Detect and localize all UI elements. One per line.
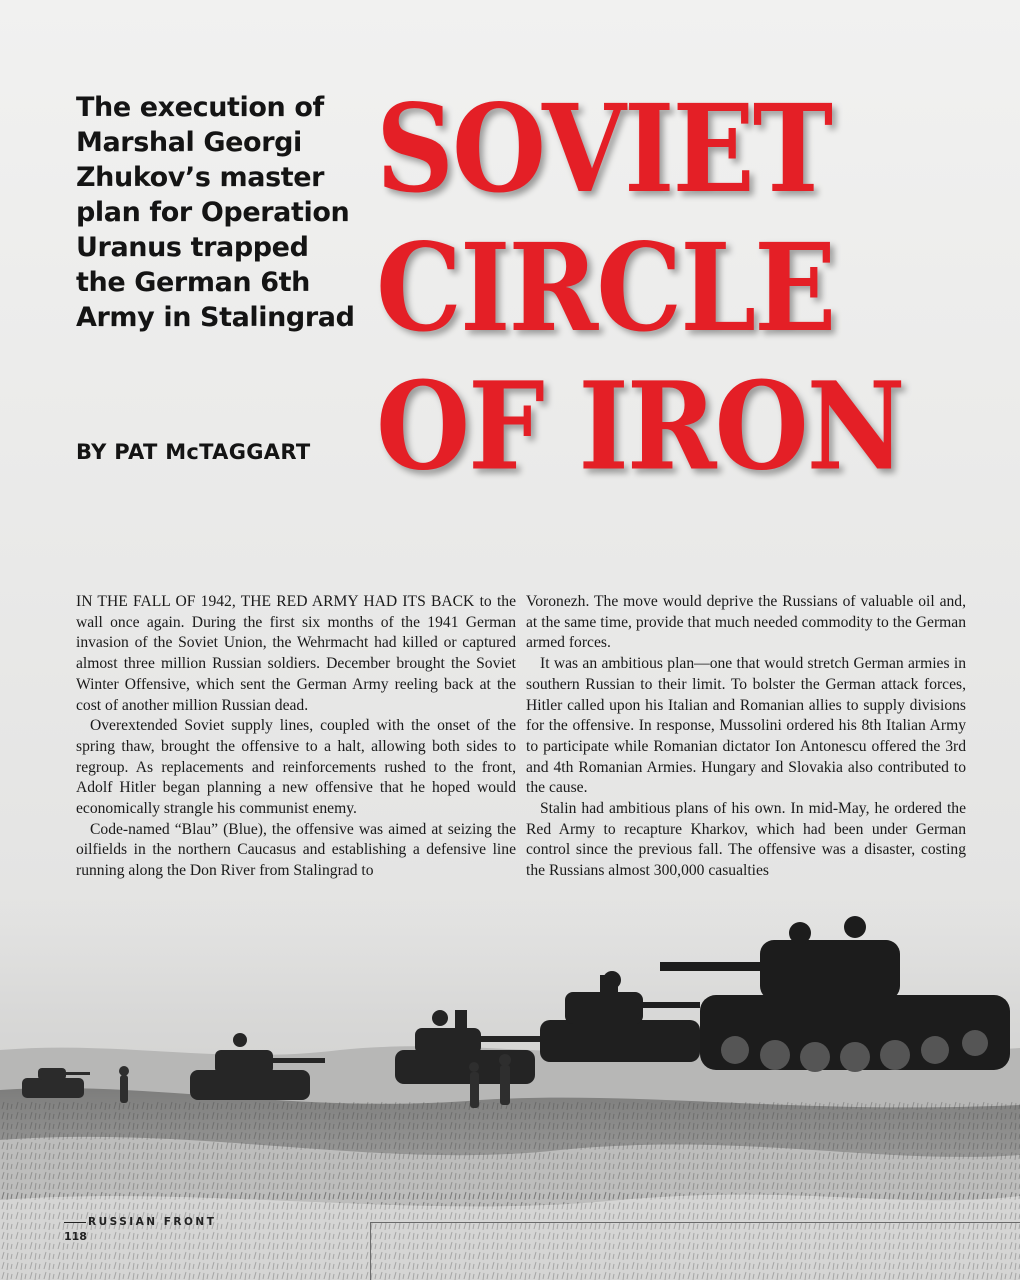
section-label: RUSSIAN FRONT — [88, 1216, 217, 1228]
deck-line: Army in Stalingrad — [76, 302, 355, 333]
deck-line: Marshal Georgi — [76, 127, 302, 158]
body-paragraph: Code-named “Blau” (Blue), the offensive was aimed at seizing the oilfields in the northern Caucasus and establishing a defensive line running along the Don River from Stalingrad to — [76, 820, 516, 880]
article-title — [376, 80, 976, 497]
body-paragraph: Overextended Soviet supply lines, coupled with the onset of the spring thaw, brought the offensive to a halt, allowing both sides to regroup. As replacements and reinforcements rushed to the front, Adolf Hitler began planning a new offensive that he hoped would economically strangle his communist enemy. — [76, 717, 516, 818]
deck-line: The execution of — [76, 92, 324, 123]
byline: BY PAT McTAGGART — [76, 440, 311, 464]
body-paragraph: It was an ambitious plan—one that would stretch German armies in southern Russian to their limit. To bolster the German attack forces, Hitler called upon his Italian and Romanian allies to supply divisions for the offensive. In response, Mussolini ordered his 8th Italian Army to participate while Romanian dictator Ion Antonescu offered the 3rd and 4th Romanian Armies. Hungary and Slovakia also contributed to the cause. — [526, 655, 966, 797]
deck-line: Zhukov’s master — [76, 162, 325, 193]
body-paragraph: IN THE FALL OF 1942, THE RED ARMY HAD ITS BACK to the wall once again. During the first six months of the 1941 German invasion of the Soviet Union, the Wehrmacht had killed or captured almost three million Russian soldiers. December brought the Soviet Winter Offensive, which sent the German Army reeling back at the cost of another million Russian dead. — [76, 593, 516, 714]
footer-rule — [370, 1222, 1020, 1223]
page-number: 118 — [64, 1230, 87, 1243]
body-paragraph: Voronezh. The move would deprive the Russians of valuable oil and, at the same time, provide that much needed commodity to the German armed forces. — [526, 593, 966, 652]
body-column-2 — [526, 592, 966, 882]
deck-line: Uranus trapped — [76, 232, 309, 263]
deck-line: the German 6th — [76, 267, 310, 298]
folio-rule — [64, 1222, 86, 1223]
footer-vertical-rule — [370, 1222, 371, 1280]
title-line: SOVIET — [376, 78, 832, 220]
deck-line: plan for Operation — [76, 197, 350, 228]
body-paragraph: Stalin had ambitious plans of his own. In mid-May, he ordered the Red Army to recapture Kharkov, which had been under German control since the previous fall. The offensive was a disaster, costing the Russians almost 300,000 casualties — [526, 800, 966, 880]
title-line: OF IRON — [376, 356, 904, 498]
title-line: CIRCLE — [376, 217, 835, 359]
body-column-1 — [76, 592, 516, 882]
article-deck — [76, 90, 376, 335]
